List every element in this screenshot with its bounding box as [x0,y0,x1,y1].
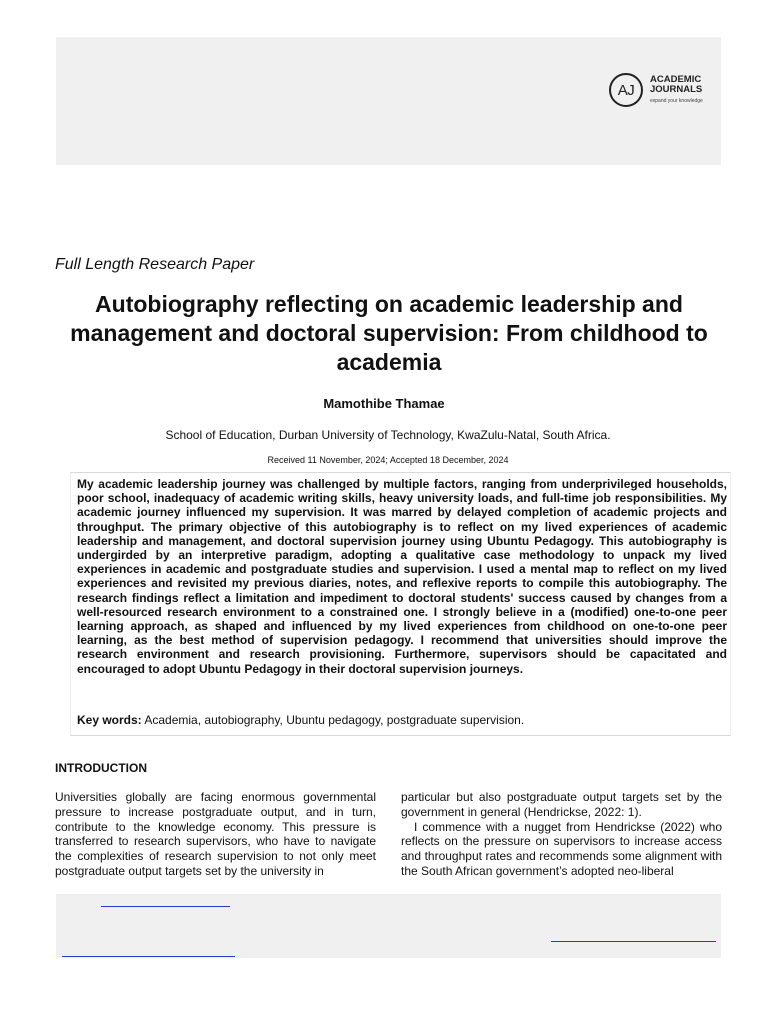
intro-right-column [401,790,722,879]
footer-license-link[interactable] [551,941,716,942]
intro-right-paragraph-2: I commence with a nugget from Hendrickse (2022) who reflects on the pressure on supervisors to increase access and throughput rates and recommends some alignment with the South African government’s adopted neo-liberal [401,819,722,878]
section-heading-introduction: INTRODUCTION [55,761,147,775]
abstract-text: My academic leadership journey was challenged by multiple factors, ranging from underprivileged households, poor school, inadequacy of academic writing skills, heavy university loads, and full-time job responsibilities. My academic journey influenced my supervision. It was marred by delayed completion of academic projects and throughput. The primary objective of this autobiography is to reflect on my lived experiences of academic leadership and management, and doctoral supervision journey using Ubuntu Pedagogy. This autobiography is undergirded by an interpretive paradigm, adopting a qualitative case methodology to unpack my lived experiences in academic and postgraduate studies and supervision. I used a mental map to reflect on my lived experiences and revisited my previous diaries, notes, and reflexive reports to compile this autobiography. The research findings reflect a limitation and impediment to doctoral students' success caused by changes from a well-resourced research environment to a constrained one. I strongly believe in a (modified) one-to-one peer learning approach, as shaped and influenced by my lived experiences from childhood on one-to-one peer learning, as the best method of supervision pedagogy. I recommend that universities should improve the research environment and research provisioning. Furthermore, supervisors should be capacitated and encouraged to adopt Ubuntu Pedagogy in their doctoral supervision journeys. [77,477,727,676]
keywords [77,713,727,727]
aj-logo-icon: AJ [609,73,643,107]
keywords-label: Key words: [77,713,142,727]
logo-line-1: ACADEMIC [650,73,702,85]
footer-email-link[interactable] [101,906,230,907]
paper-title: Autobiography reflecting on academic leadership and management and doctoral supervision: From childhood to academia [70,291,708,375]
logo-tagline: expand your knowledge [650,97,703,104]
intro-left-column: Universities globally are facing enormous governmental pressure to increase postgraduate output, and in turn, contribute to the knowledge economy. This pressure is transferred to research supervisors, who have to navigate the complexities of research supervision to not only meet postgraduate output targets set by the university in [55,790,376,878]
paper-type-label: Full Length Research Paper [55,256,255,273]
keywords-list: Academia, autobiography, Ubuntu pedagogy, postgraduate supervision. [141,713,525,727]
footer-copyright-link[interactable] [62,956,235,957]
author-name: Mamothibe Thamae [323,396,445,411]
author-affiliation: School of Education, Durban University of Technology, KwaZulu-Natal, South Africa. [165,428,611,442]
academic-journals-logo [609,73,703,107]
logo-line-2: JOURNALS [650,83,703,95]
logo-wordmark [650,75,703,106]
intro-right-paragraph-1: particular but also postgraduate output targets set by the government in general (Hendrickse, 2022: 1). [401,790,722,819]
footer-band [56,894,721,958]
received-accepted-dates: Received 11 November, 2024; Accepted 18 December, 2024 [267,455,509,465]
